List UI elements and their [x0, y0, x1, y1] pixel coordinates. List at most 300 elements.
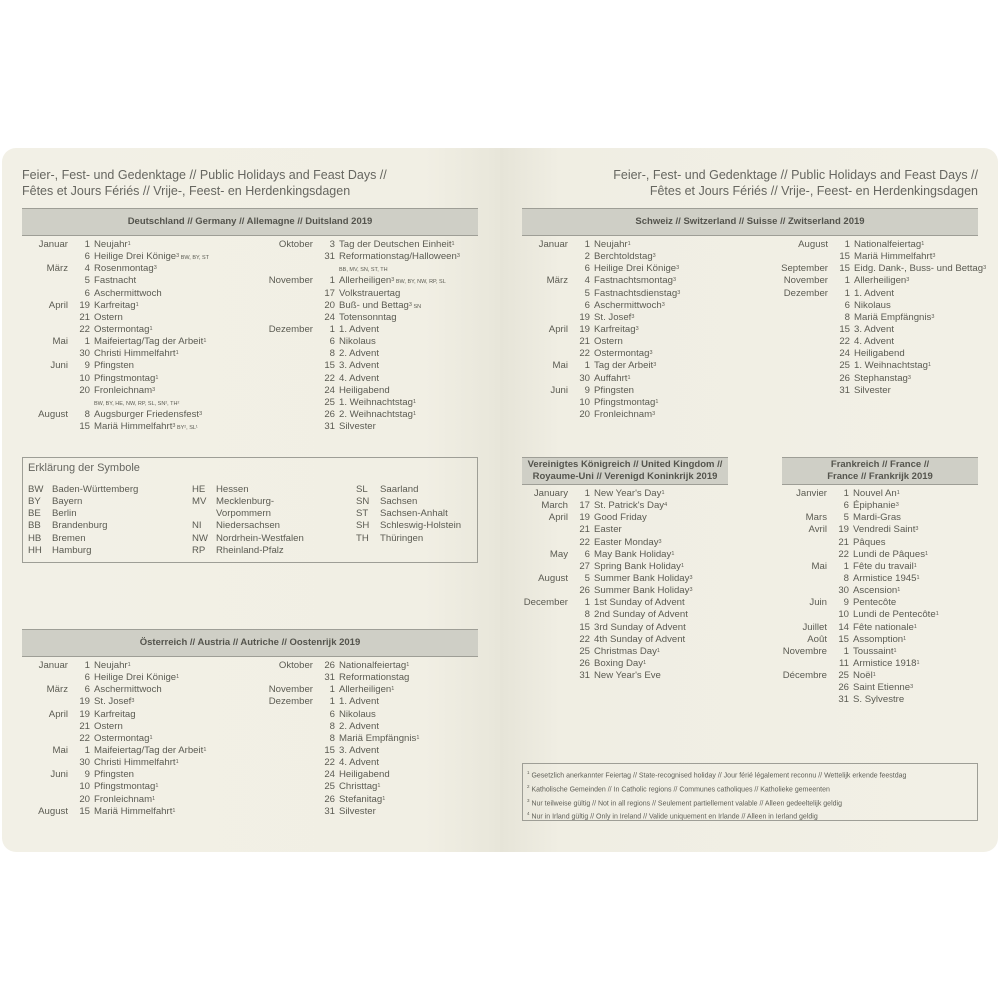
holiday-day: 1 [84, 660, 90, 671]
holiday-name [94, 336, 206, 348]
holiday-day: 22 [579, 536, 590, 548]
footnote-marker: 1 [627, 374, 631, 381]
holiday-day: 6 [329, 336, 335, 348]
holiday-day: 21 [579, 524, 590, 536]
holiday-day: 31 [579, 670, 590, 682]
holiday-name [594, 573, 693, 585]
symbol-label: Saarland [380, 484, 419, 495]
footnote-text: Gesetzlich anerkannter Feiertag // State-recognised holiday // Jour férié légalement reconnu // Wettelijk erkende feestdag [529, 772, 907, 780]
holiday-row [782, 622, 978, 634]
holiday-name [594, 609, 688, 621]
holiday-name-text: Easter Monday [594, 536, 659, 548]
holiday-row [248, 745, 478, 757]
footnote-marker: 3 [153, 265, 157, 272]
footnote-marker: 3 [906, 277, 910, 284]
holiday-month: Mai [811, 560, 827, 572]
holiday-day: 19 [579, 512, 590, 524]
holiday-name-text: Mariä Himmelfahrt [94, 805, 173, 817]
footnote-marker: 1 [916, 574, 920, 581]
footnote-marker: 3 [932, 253, 936, 260]
holiday-name [854, 385, 891, 397]
holiday-row [248, 263, 478, 275]
footnote-marker: 1 [451, 241, 455, 247]
footnote-marker: 3 [653, 362, 657, 369]
holiday-name-text: Boxing Day [594, 657, 644, 669]
footnote-marker: 1 [155, 374, 159, 381]
holiday-name [94, 312, 123, 324]
holiday-name-text: 3. Advent [339, 744, 380, 756]
holiday-name [94, 263, 157, 275]
holiday-name [94, 684, 162, 696]
symbol-label: Hessen [216, 484, 249, 495]
holiday-day: 6 [843, 500, 849, 512]
symbol-label: Baden-Württemberg [52, 484, 139, 495]
holiday-name [853, 670, 876, 682]
holiday-name-text: 1. Advent [339, 323, 380, 335]
footnote-marker: 1 [893, 647, 897, 654]
holiday-name-text: Berchtoldstag [594, 251, 653, 263]
holiday-day: 10 [838, 609, 849, 621]
holiday-name [853, 488, 900, 500]
symbol-row [192, 533, 304, 545]
holiday-day: 4 [84, 263, 90, 275]
holiday-name [94, 409, 202, 421]
holiday-month: April [548, 512, 568, 524]
holiday-row [22, 684, 252, 696]
holiday-name [854, 324, 894, 336]
holiday-name [853, 500, 899, 512]
holiday-day: 1 [843, 645, 849, 657]
holiday-day: 6 [584, 548, 590, 560]
holiday-row [22, 251, 252, 263]
holiday-name [339, 745, 379, 757]
footnote-marker: 1 [872, 672, 876, 679]
symbol-label: Berlin [52, 508, 77, 520]
holiday-row [248, 769, 478, 781]
footnote-number: 1 [527, 770, 530, 775]
footnote-marker: 3 [652, 253, 656, 260]
holiday-row [760, 336, 990, 348]
holiday-row [248, 696, 478, 708]
holiday-name [854, 288, 894, 300]
holiday-month: Januar [38, 239, 68, 250]
holiday-day: 15 [839, 263, 850, 275]
germany-header [22, 208, 478, 236]
holiday-row [782, 634, 978, 646]
holiday-name-text: Fastnachtsmontag [594, 275, 673, 287]
holiday-name-text: Pfingsten [594, 384, 635, 396]
holiday-name-text: Assomption [853, 633, 904, 645]
holiday-name-text: 1. Advent [854, 287, 895, 299]
holiday-name-text: Nationalfeiertag [339, 660, 407, 671]
holiday-row [248, 348, 478, 360]
holiday-day: 30 [79, 757, 90, 769]
holiday-name-text: Totensonntag [339, 311, 397, 323]
holiday-row [248, 781, 478, 793]
holiday-name-text: Fête du travail [853, 560, 914, 572]
holiday-day: 22 [839, 336, 850, 348]
holiday-month: August [38, 805, 68, 817]
footnote-marker: 1 [913, 562, 917, 569]
holiday-day: 22 [79, 732, 90, 744]
germany-holidays-col-2 [248, 239, 478, 433]
holiday-month: September [781, 263, 828, 275]
holiday-day: 22 [579, 348, 590, 360]
holiday-name [853, 573, 920, 585]
holiday-day: 9 [84, 769, 90, 781]
holiday-name-text: Karfreitag [94, 708, 136, 720]
symbol-row [28, 508, 138, 520]
holiday-name-text: May Bank Holiday [594, 548, 672, 560]
holiday-row [248, 324, 478, 336]
holiday-name-text: Ascension [853, 585, 898, 597]
holiday-day: 8 [329, 732, 335, 744]
holiday-row [522, 409, 752, 421]
holiday-name [594, 263, 679, 275]
holiday-day: 8 [584, 609, 590, 621]
holiday-name [594, 537, 662, 549]
holiday-name [339, 769, 390, 781]
holiday-name-text: Buß- und Bettag [339, 299, 409, 311]
symbol-row [192, 508, 304, 520]
holiday-row [522, 288, 752, 300]
footnote-marker: 1 [916, 659, 920, 666]
holiday-name-text: Pfingstmontag [94, 781, 156, 793]
holiday-name-text: Pfingsten [94, 769, 135, 781]
holiday-row [522, 524, 728, 536]
footnote-marker: 1 [152, 795, 156, 802]
holiday-name [594, 561, 684, 573]
symbol-code: NI [192, 520, 202, 532]
holiday-row [248, 336, 478, 348]
holiday-row [522, 634, 728, 646]
holiday-name [594, 275, 676, 287]
holiday-day: 25 [324, 781, 335, 793]
holiday-name [594, 597, 685, 609]
holiday-name-text: Ostern [94, 720, 123, 732]
holiday-row [22, 660, 252, 672]
holiday-month: January [533, 488, 568, 499]
symbol-label: Hamburg [52, 544, 92, 556]
footnote-text: Nur teilweise gültig // Not in all regions // Seulement partiellement valable // Alleen gedeeltelijk geldig [529, 799, 842, 807]
footnote-marker: 1 [175, 759, 179, 766]
holiday-name-text: Vendredi Saint [853, 524, 916, 536]
holiday-name-text: 1. Weihnachtstag [854, 360, 928, 372]
holiday-day: 1 [584, 488, 590, 499]
holiday-row [782, 585, 978, 597]
symbol-code: RP [192, 544, 206, 556]
region-codes: SN [411, 303, 422, 310]
holiday-row [760, 324, 990, 336]
holiday-name [94, 660, 131, 672]
holiday-name-text: Summer Bank Holiday [594, 572, 690, 584]
holiday-month: März [46, 263, 68, 275]
holiday-day: 6 [329, 708, 335, 720]
holiday-day: 1 [329, 684, 335, 696]
holiday-row [522, 500, 728, 512]
symbol-row [356, 533, 461, 545]
holiday-month: Dezember [268, 323, 313, 335]
holiday-name [339, 806, 376, 818]
holiday-day: 9 [584, 384, 590, 396]
holiday-name-text: 3. Advent [854, 323, 895, 335]
france-header-line-2: France // Frankrijk 2019 [827, 471, 933, 482]
holiday-row [22, 745, 252, 757]
switzerland-holidays-col-1 [522, 239, 752, 421]
holiday-name-text: Augsburger Friedensfest [94, 408, 200, 420]
footnote-marker: 1 [203, 746, 207, 753]
symbol-code: SN [356, 496, 370, 508]
footnote-marker: 3 [176, 253, 180, 260]
holiday-row [782, 573, 978, 585]
left-title-line-2: Fêtes et Jours Fériés // Vrije-, Feest- en Herdenkingsdagen [22, 184, 351, 198]
footnote-marker: 1 [925, 550, 929, 557]
holiday-name-text: Nationalfeiertag [854, 239, 922, 250]
holiday-row [522, 239, 752, 251]
holiday-day: 20 [324, 299, 335, 311]
symbol-row [192, 496, 304, 508]
austria-holidays-col-2 [248, 660, 478, 818]
holiday-name [594, 397, 658, 409]
footnote-marker: 1 [903, 635, 907, 642]
holiday-name [594, 360, 656, 372]
holiday-day: 1 [843, 560, 849, 572]
holiday-name [339, 660, 409, 672]
holiday-name-text: Fête nationale [853, 621, 914, 633]
uk-header-line-1: Vereinigtes Königreich // United Kingdom // [527, 459, 723, 470]
holiday-row [248, 397, 478, 409]
holiday-name-text: Reformationstag [339, 672, 410, 684]
holiday-day: 24 [839, 348, 850, 360]
holiday-name [339, 397, 416, 409]
holiday-row [248, 300, 478, 312]
holiday-name-text: Rosenmontag [94, 263, 154, 275]
holiday-name [94, 696, 134, 708]
holiday-name-text: 1. Advent [339, 696, 380, 708]
holiday-name-text: 4. Advent [339, 372, 380, 384]
holiday-month: Oktober [278, 239, 313, 250]
holiday-name [854, 336, 894, 348]
holiday-day: 31 [324, 672, 335, 684]
holiday-name-text: Épiphanie [853, 500, 896, 512]
holiday-name-text: Aschermittwoch [94, 287, 162, 299]
holiday-row [522, 537, 728, 549]
holiday-row [22, 385, 252, 397]
holiday-name [594, 634, 685, 646]
germany-header-text: Deutschland // Germany // Allemagne // Duitsland 2019 [127, 216, 373, 227]
symbol-row [192, 484, 304, 496]
holiday-name-text: Heiligabend [854, 348, 905, 360]
holiday-name-text: 1. Weihnachtstag [339, 396, 413, 408]
holiday-name-text: Pfingstmontag [94, 372, 156, 384]
holiday-name-text: Stefanitag [339, 793, 383, 805]
footnote-marker: 1 [680, 562, 684, 569]
holiday-row [22, 263, 252, 275]
holiday-day: 26 [579, 585, 590, 597]
holiday-row [248, 794, 478, 806]
holiday-name [94, 709, 136, 721]
austria-header-text: Österreich // Austria // Autriche // Oostenrijk 2019 [139, 637, 361, 648]
holiday-name [339, 721, 379, 733]
footnote-marker: 3 [677, 289, 681, 296]
holiday-day: 1 [84, 239, 90, 250]
holiday-row [248, 757, 478, 769]
holiday-row [22, 348, 252, 360]
holiday-day: 26 [579, 657, 590, 669]
footnote-text: Katholische Gemeinden // In Catholic regions // Communes catholiques // Katholieke gemeenten [529, 786, 830, 794]
holiday-row [760, 300, 990, 312]
holiday-name-text: Allerheiligen [339, 684, 392, 696]
footnote-row [527, 796, 973, 810]
holiday-day: 31 [324, 805, 335, 817]
holiday-name-text: Christmas Day [594, 645, 657, 657]
holiday-month: Juni [50, 360, 68, 372]
symbol-row [356, 508, 461, 520]
holiday-name-text: Heilige Drei Könige [594, 263, 677, 275]
holiday-name-text: Reformationstag/Halloween [339, 251, 457, 263]
holiday-row [522, 336, 752, 348]
holiday-name [594, 409, 655, 421]
holiday-row [782, 670, 978, 682]
footnote-marker: 3 [652, 410, 656, 417]
holiday-name [339, 709, 376, 721]
holiday-row [22, 300, 252, 312]
holiday-month: Mai [52, 336, 68, 348]
symbol-row [28, 496, 138, 508]
region-codes: BY², SL¹ [175, 425, 198, 432]
holiday-day: 1 [84, 744, 90, 756]
holiday-day: 19 [79, 299, 90, 311]
holiday-name [339, 696, 379, 708]
holiday-name-text: Lundi de Pentecôte [853, 609, 936, 621]
footnote-marker: 1 [656, 647, 660, 654]
holiday-name-text: Fastnacht [94, 275, 137, 287]
footnote-marker: 3 [199, 410, 203, 417]
holiday-day: 26 [324, 660, 335, 671]
holiday-day: 21 [579, 336, 590, 348]
holiday-name [94, 757, 179, 769]
footnote-marker: 1 [175, 350, 179, 357]
holiday-month: December [523, 597, 568, 609]
region-codes: BB, MV, SN, ST, TH [339, 267, 388, 274]
holiday-row [522, 397, 752, 409]
holiday-name-text: 1st Sunday of Advent [594, 597, 685, 609]
footnote-marker: 3 [915, 526, 919, 533]
symbol-row [192, 520, 304, 532]
holiday-name-text: 3rd Sunday of Advent [594, 621, 686, 633]
holiday-day: 31 [324, 251, 335, 263]
holiday-row [782, 561, 978, 573]
holiday-name [94, 745, 206, 757]
holiday-day: 25 [579, 645, 590, 657]
holiday-name [94, 672, 179, 684]
holiday-name-text: Lundi de Pâques [853, 548, 926, 560]
holiday-name [339, 794, 385, 806]
holiday-name-text: Mardi-Gras [853, 512, 901, 524]
holiday-row [760, 275, 990, 287]
holiday-row [522, 348, 752, 360]
holiday-day: 1 [584, 360, 590, 372]
holiday-name-text: Fronleichnam [594, 408, 653, 420]
footnote-marker: 1 [655, 398, 659, 405]
symbol-legend [22, 457, 478, 563]
holiday-name-text: Spring Bank Holiday [594, 560, 681, 572]
holiday-month: Avril [808, 524, 827, 536]
footnote-marker: 1 [927, 362, 932, 369]
holiday-name-text: Heilige Drei Könige [94, 251, 177, 263]
holiday-day: 30 [579, 372, 590, 384]
symbol-code: HE [192, 484, 206, 495]
holiday-name [94, 275, 136, 287]
holiday-day: 6 [84, 684, 90, 696]
holiday-row [22, 733, 252, 745]
holiday-name-text: Silvester [339, 805, 376, 817]
footnote-marker: 3 [658, 538, 662, 545]
holiday-month: May [549, 548, 568, 560]
holiday-day: 10 [79, 781, 90, 793]
holiday-name-text: Mariä Himmelfahrt [854, 251, 933, 263]
holiday-day: 1 [584, 239, 590, 250]
holiday-month: August [798, 239, 828, 250]
holiday-day: 21 [79, 311, 90, 323]
holiday-name-text: Heilige Drei Könige [94, 672, 177, 684]
footnote-marker: 1 [412, 398, 417, 405]
holiday-name [853, 658, 920, 670]
holiday-name-text: Ostern [94, 311, 123, 323]
holiday-name [339, 239, 455, 251]
holiday-row [522, 251, 752, 263]
holiday-row [22, 275, 252, 287]
holiday-day: 19 [579, 323, 590, 335]
holiday-name-text: Allerheiligen [854, 275, 907, 287]
holiday-row [760, 385, 990, 397]
switzerland-header [522, 208, 978, 236]
holiday-day: 30 [79, 348, 90, 360]
holiday-day: 4 [584, 275, 590, 287]
footnote-marker: 3 [391, 277, 395, 284]
holiday-name-text: Pâques [853, 536, 886, 548]
holiday-name-text: Volkstrauertag [339, 287, 401, 299]
holiday-row [248, 251, 478, 263]
symbol-label: Brandenburg [52, 520, 108, 532]
footnote-marker: 3 [672, 277, 676, 284]
switzerland-header-text: Schweiz // Switzerland // Suisse // Zwitserland 2019 [635, 216, 865, 227]
holiday-name-text: Mariä Himmelfahrt [94, 421, 173, 433]
holiday-day: 22 [579, 633, 590, 645]
holiday-row [248, 275, 478, 287]
holiday-row [760, 263, 990, 275]
symbol-label: Sachsen-Anhalt [380, 508, 448, 520]
holiday-row [522, 658, 728, 670]
holiday-name [594, 324, 639, 336]
symbol-label: Vorpommern [216, 508, 271, 520]
footnote-marker: 1 [661, 490, 665, 496]
holiday-day: 20 [79, 793, 90, 805]
holiday-day: 6 [84, 287, 90, 299]
holiday-name [94, 781, 158, 793]
holiday-row [522, 597, 728, 609]
holiday-day: 1 [843, 488, 849, 499]
holiday-month: Janvier [796, 488, 827, 499]
holiday-name [339, 251, 460, 263]
holiday-name [854, 373, 911, 385]
footnote-marker: 1 [203, 338, 207, 345]
holiday-row [522, 609, 728, 621]
holiday-row [522, 585, 728, 597]
holiday-row [522, 488, 728, 500]
holiday-row [522, 263, 752, 275]
holiday-day: 24 [324, 384, 335, 396]
